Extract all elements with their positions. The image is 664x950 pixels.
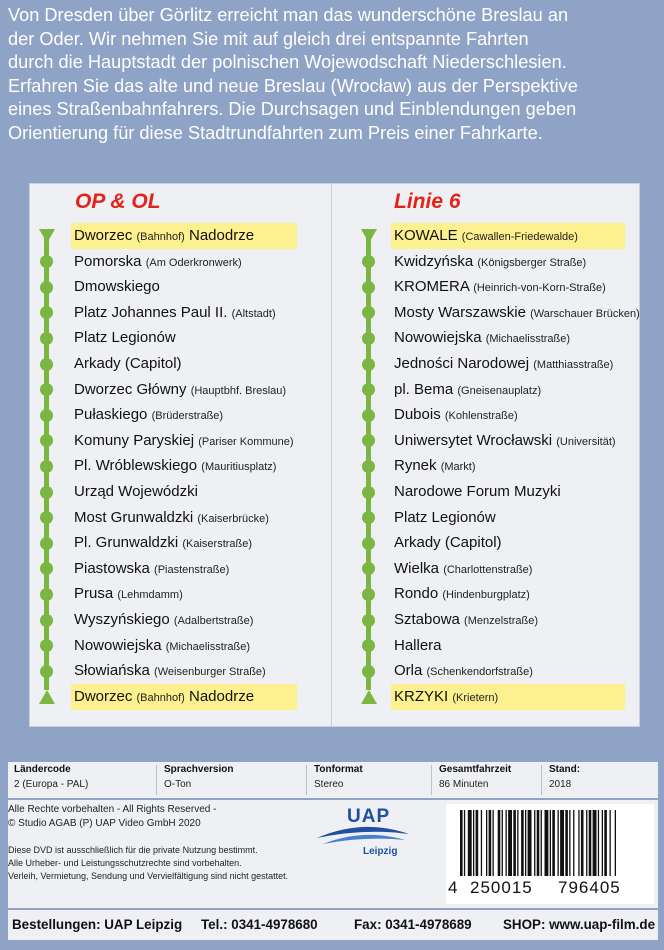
terminus-marker-icon <box>39 229 55 243</box>
stop-marker-icon <box>40 562 53 575</box>
info-cell <box>164 764 233 790</box>
stop-name-main: Platz Legionów <box>74 329 176 347</box>
stop-name <box>394 479 561 505</box>
stop-name-german: (Am Oderkronwerk) <box>145 256 242 269</box>
stop-name <box>391 684 625 710</box>
notice-text: Diese DVD ist ausschließlich für die private Nutzung bestimmt. <box>8 845 258 855</box>
stop-name-main: Pułaskiego <box>74 406 152 424</box>
stop-name-main: Rondo <box>394 585 443 603</box>
stop-name-main: Piastowska <box>74 559 155 577</box>
route-title: OP & OL <box>75 190 161 213</box>
info-label: Sprachversion <box>164 764 234 775</box>
intro-line: Von Dresden über Görlitz erreicht man das wunderschöne Breslau an <box>8 5 569 25</box>
stop-name <box>74 581 183 607</box>
stop-name <box>71 684 297 710</box>
stop-name <box>394 274 606 300</box>
barcode <box>446 804 654 904</box>
stop-name <box>394 633 442 659</box>
stop-marker-icon <box>40 639 53 652</box>
stop-name-main: Pl. Grunwaldzki <box>74 534 183 552</box>
stop-name-german: (Michaelisstraße) <box>485 333 571 346</box>
stop-name-main: Mosty Warszawskie <box>394 303 531 321</box>
stop-name-main: KOWALE <box>394 227 462 244</box>
stop-name <box>74 351 182 377</box>
stop-name-german: (Pariser Kommune) <box>198 435 294 448</box>
stop-name-german: (Kaiserstraße) <box>182 538 253 551</box>
stop-name <box>74 377 286 403</box>
stop-name-german: (Matthiasstraße) <box>533 359 614 371</box>
stop-marker-icon <box>40 434 53 447</box>
stop-marker-icon <box>362 409 375 422</box>
stop-name-german: (Adalbertstraße) <box>173 615 254 627</box>
info-label: Gesamtfahrzeit <box>439 764 512 775</box>
stop-name-main: Urząd Wojewódzki <box>74 483 198 500</box>
stop-name-main: Jedności Narodowej <box>394 355 534 372</box>
stop-marker-icon <box>40 486 53 499</box>
stop-marker-icon <box>362 358 375 371</box>
stop-marker-icon <box>362 639 375 652</box>
stop-name-main: Dubois <box>394 406 445 424</box>
stop-name-german: (Mauritiusplatz) <box>201 461 277 474</box>
intro-line: Orientierung für diese Stadtrundfahrten zum Preis einer Fahrkarte. <box>8 122 543 143</box>
stop-marker-icon <box>362 434 375 447</box>
stop-marker-icon <box>40 460 53 473</box>
terminus-marker-icon <box>39 690 55 704</box>
intro-line: Erfahren Sie das alte und neue Breslau (Wrocław) aus der Perspektive <box>8 75 578 96</box>
stop-name <box>394 377 541 403</box>
stop-marker-icon <box>362 537 375 550</box>
stop-marker-icon <box>362 511 375 524</box>
stop-marker-icon <box>40 281 53 294</box>
stop-marker-icon <box>40 332 53 345</box>
stop-name <box>74 274 160 300</box>
stop-marker-icon <box>362 332 375 345</box>
legal-section <box>8 800 658 908</box>
stop-name-german: (Hauptbhf. Breslau) <box>190 384 287 397</box>
intro-line: durch die Hauptstadt der polnischen Wojewodschaft Niederschlesien. <box>8 52 567 73</box>
stop-marker-icon <box>40 511 53 524</box>
stop-name <box>394 505 496 531</box>
info-value: 86 Minuten <box>439 779 489 790</box>
uap-logo <box>313 804 413 860</box>
stop-name-german: (Charlottenstraße) <box>443 563 533 576</box>
stop-name-german: (Weisenburger Straße) <box>154 666 266 679</box>
stop-name-main: Nowowiejska <box>394 329 486 347</box>
stop-name <box>74 633 250 659</box>
stop-name-main: Uniwersytet Wrocławski <box>394 431 557 449</box>
stop-name <box>394 607 538 633</box>
stop-name <box>74 505 269 531</box>
intro-text <box>8 4 658 146</box>
stop-name-suffix: Nadodrze <box>184 687 255 705</box>
stop-name-main: Platz Legionów <box>394 508 496 526</box>
stop-marker-icon <box>362 486 375 499</box>
stop-name <box>74 658 266 684</box>
info-label: Tonformat <box>314 764 363 775</box>
stop-marker-icon <box>362 383 375 396</box>
footer <box>8 910 658 940</box>
stop-name-german: (Markt) <box>440 461 476 474</box>
stop-name <box>394 300 640 326</box>
stop-name-main: Most Grunwaldzki <box>74 508 198 526</box>
stop-name-german: (Bahnhof) <box>136 231 185 243</box>
divider <box>156 765 157 795</box>
stop-name <box>394 530 502 556</box>
stop-name <box>74 607 253 633</box>
uap-logo-name: UAP <box>347 806 391 827</box>
stop-name-main: Nowowiejska <box>74 636 166 654</box>
barcode-digit: 4 <box>448 878 458 897</box>
stop-name-main: Dworzec <box>74 227 137 244</box>
shop-link[interactable]: SHOP: www.uap-film.de <box>503 917 656 932</box>
info-cell <box>14 764 88 790</box>
terminus-marker-icon <box>361 229 377 243</box>
stop-marker-icon <box>40 665 53 678</box>
info-cell <box>439 764 511 790</box>
stop-name-main: pl. Bema <box>394 380 458 398</box>
stop-name-main: Sztabowa <box>394 611 465 628</box>
stop-marker-icon <box>40 537 53 550</box>
info-value: 2018 <box>549 779 572 790</box>
stop-name-german: (Michaelisstraße) <box>165 640 251 653</box>
stop-name <box>394 325 570 351</box>
intro-line: der Oder. Wir nehmen Sie mit auf gleich drei entspannte Fahrten <box>8 28 529 49</box>
stop-name-german: (Warschauer Brücken) <box>530 307 640 320</box>
stop-name <box>74 479 198 505</box>
stop-marker-icon <box>362 460 375 473</box>
stop-name-main: Arkady (Capitol) <box>74 355 182 372</box>
stop-name <box>394 581 530 607</box>
stop-marker-icon <box>362 614 375 627</box>
stop-name-main: KRZYKI <box>394 687 453 705</box>
divider <box>306 765 307 795</box>
route-panel-op-ol <box>29 183 332 727</box>
stop-name-main: Pomorska <box>74 252 146 270</box>
stop-name-german: (Menzelstraße) <box>464 615 539 627</box>
stop-name <box>74 249 242 275</box>
stop-name-main: Dworzec <box>74 687 137 705</box>
stop-name <box>74 300 276 326</box>
stop-name <box>394 351 613 377</box>
stop-name <box>74 556 229 582</box>
stop-name-main: Prusa <box>74 585 118 603</box>
stop-marker-icon <box>40 409 53 422</box>
stop-name-main: Platz Johannes Paul II. <box>74 303 232 321</box>
stop-name-german: (Heinrich-von-Korn-Straße) <box>473 282 606 295</box>
stop-marker-icon <box>362 281 375 294</box>
stop-marker-icon <box>40 255 53 268</box>
fax-text: Fax: 0341-4978689 <box>354 917 472 932</box>
stop-marker-icon <box>40 614 53 627</box>
stop-name-german: (Cawallen-Friedewalde) <box>461 231 578 243</box>
stop-marker-icon <box>362 255 375 268</box>
stop-name-main: Wielka <box>394 559 444 577</box>
stop-marker-icon <box>362 306 375 319</box>
notice-text: Alle Urheber- und Leistungsschutzrechte sind vorbehalten. <box>8 858 242 868</box>
divider <box>541 765 542 795</box>
stop-name <box>74 325 176 351</box>
stop-name <box>71 223 297 249</box>
info-cell <box>549 764 580 790</box>
stop-name-german: (Gneisenauplatz) <box>457 384 542 397</box>
stop-name-main: Dmowskiego <box>74 278 160 296</box>
stop-name <box>394 249 586 275</box>
stop-marker-icon <box>362 588 375 601</box>
stop-name-german: (Hindenburgplatz) <box>442 589 530 602</box>
stop-name-main: Dworzec Główny <box>74 380 191 398</box>
barcode-digits: 796405 <box>558 878 621 897</box>
stop-name-main: Arkady (Capitol) <box>394 534 502 552</box>
stop-name-suffix: Nadodrze <box>184 227 255 244</box>
stop-name-main: KROMERA <box>394 278 474 296</box>
stop-name <box>394 453 476 479</box>
info-label: Stand: <box>549 764 581 775</box>
stop-name-german: (Brüderstraße) <box>151 410 224 423</box>
stop-name-german: (Kaiserbrücke) <box>197 512 269 525</box>
barcode-bars <box>460 810 646 876</box>
stop-name-german: (Schenkendorfstraße) <box>426 666 533 679</box>
stop-name-german: (Kohlenstraße) <box>444 410 518 423</box>
stop-marker-icon <box>40 358 53 371</box>
stop-marker-icon <box>40 588 53 601</box>
stop-name-main: Hallera <box>394 636 442 654</box>
stop-name-main: Słowiańska <box>74 662 155 680</box>
rights-text: © Studio AGAB (P) UAP Video GmbH 2020 <box>8 818 201 829</box>
stop-name <box>394 428 616 454</box>
stop-marker-icon <box>362 665 375 678</box>
uap-logo-city: Leipzig <box>363 846 398 857</box>
stop-name-main: Komuny Paryskiej <box>74 431 199 449</box>
orders-text: Bestellungen: UAP Leipzig <box>12 917 183 932</box>
rights-text: Alle Rechte vorbehalten - All Rights Reserved - <box>8 804 217 815</box>
stop-name-main: Narodowe Forum Muzyki <box>394 483 561 500</box>
stop-name <box>391 223 625 249</box>
divider <box>431 765 432 795</box>
stop-name <box>394 402 518 428</box>
route-title: Linie 6 <box>394 190 461 213</box>
stop-marker-icon <box>40 383 53 396</box>
phone-text: Tel.: 0341-4978680 <box>201 917 318 932</box>
stop-name-main: Orla <box>394 662 427 680</box>
info-label: Ländercode <box>14 764 71 775</box>
stop-name <box>394 556 532 582</box>
stop-name-german: (Königsberger Straße) <box>477 256 587 269</box>
stop-name <box>74 453 276 479</box>
info-value: 2 (Europa - PAL) <box>14 779 89 790</box>
stop-name-german: (Piastenstraße) <box>154 563 230 576</box>
terminus-marker-icon <box>361 690 377 704</box>
stop-name <box>74 428 294 454</box>
stop-name <box>74 402 223 428</box>
notice-text: Verleih, Vermietung, Sendung und Vervielfältigung sind nicht gestattet. <box>8 871 289 881</box>
stop-name <box>74 530 252 556</box>
stop-name-german: (Universität) <box>556 435 616 448</box>
info-cell <box>314 764 363 790</box>
stop-name <box>394 658 533 684</box>
stop-name-main: Kwidzyńska <box>394 252 478 270</box>
stop-name-german: (Lehmdamm) <box>117 589 183 602</box>
stop-name-main: Rynek <box>394 457 441 475</box>
route-panel-linie-6 <box>331 183 640 727</box>
barcode-digits: 250015 <box>470 878 533 897</box>
stop-marker-icon <box>362 562 375 575</box>
info-bar <box>8 762 658 798</box>
stop-name-main: Pl. Wróblewskiego <box>74 457 202 475</box>
info-value: O-Ton <box>164 779 192 790</box>
stop-name-german: (Altstadt) <box>231 307 276 320</box>
stop-name-german: (Bahnhof) <box>136 691 185 704</box>
stop-marker-icon <box>40 306 53 319</box>
info-value: Stereo <box>314 779 344 790</box>
intro-line: eines Straßenbahnfahrers. Die Durchsagen und Einblendungen geben <box>8 99 577 120</box>
stop-name-german: (Krietern) <box>452 691 499 704</box>
stop-name-main: Wyszyńskiego <box>74 611 174 628</box>
